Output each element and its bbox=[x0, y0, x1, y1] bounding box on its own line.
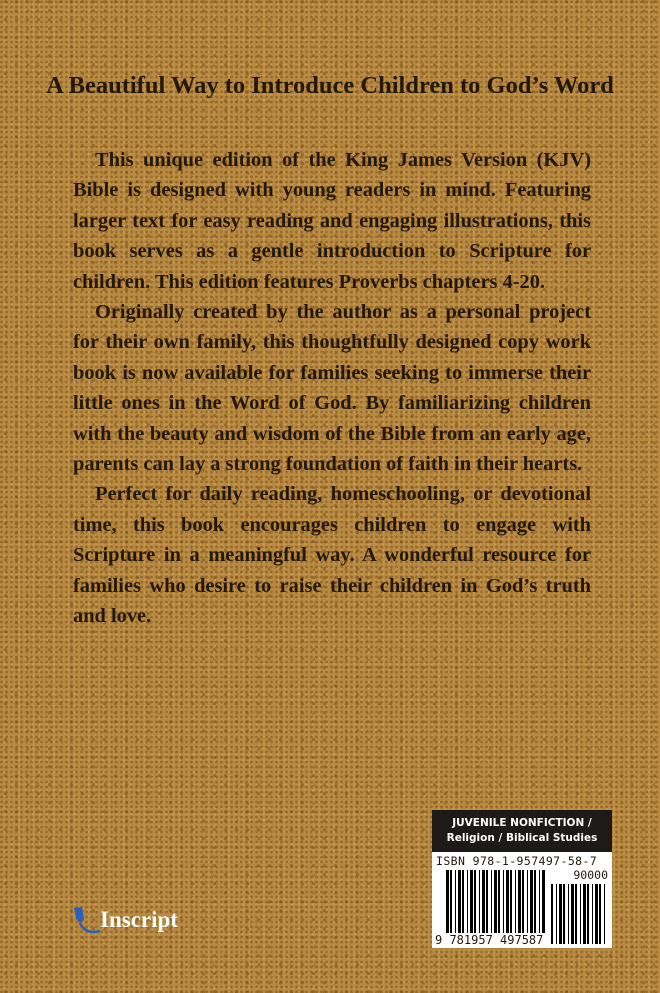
barcode-bar bbox=[587, 884, 589, 944]
barcode-block bbox=[432, 810, 612, 948]
description bbox=[73, 145, 591, 632]
barcode-bar bbox=[551, 884, 553, 944]
barcode-bar bbox=[583, 884, 586, 944]
addon-barcode-icon bbox=[551, 884, 607, 944]
publisher-name: Inscript bbox=[100, 907, 178, 932]
paragraph: Originally created by the author as a personal project for their own family, this thoughtfully designed copy work book is now available for families seeking to immerse their little ones in the Word of God. By familiarizing children with the beauty and wisdom of the Bible from an early age, parents can lay a strong foundation of faith in their hearts. bbox=[73, 301, 591, 476]
barcode-bar bbox=[580, 884, 581, 944]
barcode-bar bbox=[559, 884, 562, 944]
barcode-bar bbox=[563, 884, 565, 944]
category-label: JUVENILE NONFICTION / Religion / Biblical Studies bbox=[432, 810, 612, 852]
barcode-bar bbox=[556, 884, 557, 944]
barcode-number: 9 781957 497587 bbox=[435, 933, 544, 947]
barcode-bar bbox=[568, 884, 569, 944]
price-code: 90000 bbox=[573, 868, 608, 882]
barcode-bar bbox=[604, 884, 605, 944]
isbn-text: ISBN 978-1-957497-58-7 bbox=[436, 854, 598, 868]
book-title: A Beautiful Way to Introduce Children to God’s Word bbox=[46, 72, 614, 99]
quill-pen-icon bbox=[72, 905, 100, 935]
barcode-bar bbox=[595, 884, 598, 944]
paragraph: This unique edition of the King James Version (KJV) Bible is designed with young readers in mind. Featuring larger text for easy reading and engaging illustrations, this book serves as a gentle introduction to Scripture for children. This edition features Proverbs chapters 4-20. bbox=[73, 149, 591, 293]
barcode-bar bbox=[592, 884, 593, 944]
publisher-logo bbox=[72, 905, 178, 935]
paragraph: Perfect for daily reading, homeschooling, or devotional time, this book encourages children to engage with Scripture in a meaningful way. A wonderful resource for families who desire to raise their children in God’s truth and love. bbox=[73, 483, 591, 628]
barcode-bar bbox=[599, 884, 601, 944]
barcode-bar bbox=[575, 884, 577, 944]
barcode-bar bbox=[571, 884, 574, 944]
